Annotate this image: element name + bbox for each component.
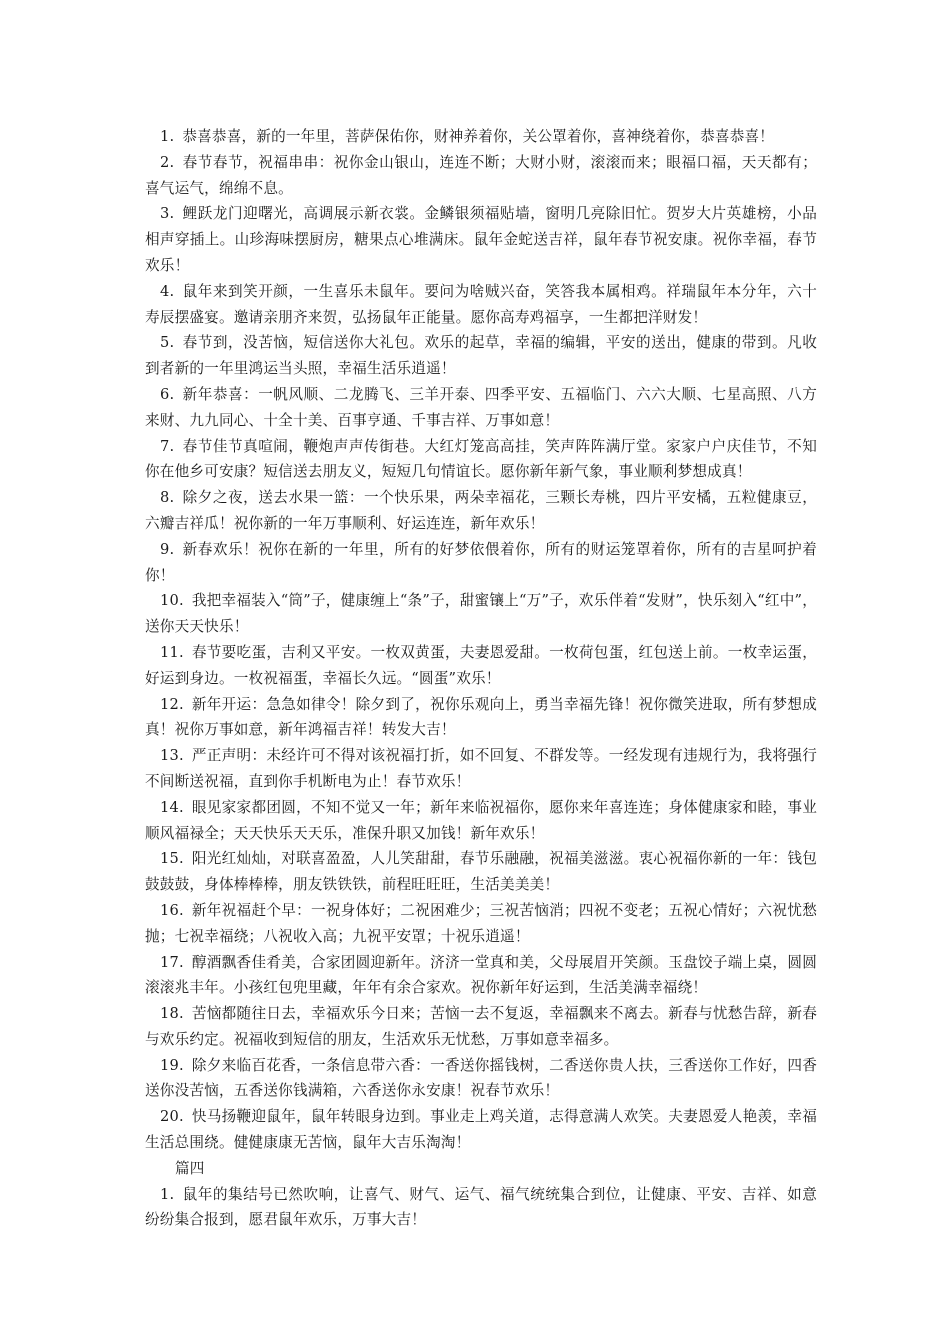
item-number: 16. [160,901,184,919]
item-number: 5. [160,334,175,352]
greeting-item [145,640,817,692]
item-text: 醇酒飘香佳肴美，合家团圆迎新年。济济一堂真和美，父母展眉开笑颜。玉盘饺子端上桌，圆圆滚滚兆丰年。小孩红包兜里藏，年年有余合家欢。祝你新年好运到，生活美满幸福绕！ [145,953,817,997]
greeting-item [145,330,817,382]
item-number: 19. [160,1056,184,1074]
item-number: 11. [160,643,184,661]
item-text: 新年祝福赶个早：一祝身体好；二祝困难少；三祝苦恼消；四祝不变老；五祝心情好；六祝忧愁抛；七祝幸福绕；八祝收入高；九祝平安罩；十祝乐逍遥！ [145,901,817,945]
item-number: 13. [160,747,184,765]
item-number: 6. [160,385,175,403]
greeting-item [145,537,817,589]
item-number: 12. [160,695,184,713]
item-text: 鼠年的集结号已然吹响，让喜气、财气、运气、福气统统集合到位，让健康、平安、吉祥、如意纷纷集合报到，愿君鼠年欢乐，万事大吉！ [145,1185,817,1229]
item-text: 阳光红灿灿，对联喜盈盈，人儿笑甜甜，春节乐融融，祝福美滋滋。衷心祝福你新的一年：钱包鼓鼓鼓，身体棒棒棒，朋友铁铁铁，前程旺旺旺，生活美美美！ [145,850,817,894]
greeting-item [145,1001,817,1053]
item-text: 新春欢乐！祝你在新的一年里，所有的好梦依偎着你，所有的财运笼罩着你，所有的吉星呵护着你！ [145,540,817,584]
item-number: 14. [160,798,184,816]
item-text: 鼠年来到笑开颜，一生喜乐未鼠年。要问为啥贼兴奋，笑答我本属相鸡。祥瑞鼠年本分年，六十寿辰摆盛宴。邀请亲朋齐来贺，弘扬鼠年正能量。愿你高寿鸡福享，一生都把洋财发！ [145,282,817,326]
greeting-item [145,588,817,640]
item-text: 新年恭喜：一帆风顺、二龙腾飞、三羊开泰、四季平安、五福临门、六六大顺、七星高照、八方来财、九九同心、十全十美、百事亨通、千事吉祥、万事如意！ [145,385,817,429]
greeting-item [145,150,817,202]
greeting-list [145,124,817,1156]
greeting-item [145,950,817,1002]
greeting-item [145,1053,817,1105]
item-number: 2. [160,153,175,171]
greeting-item [145,846,817,898]
greeting-item [145,1182,817,1234]
item-text: 除夕之夜，送去水果一篮：一个快乐果，两朵幸福花，三颗长寿桃，四片平安橘，五粒健康豆，六瓣吉祥瓜！祝你新的一年万事顺利、好运连连，新年欢乐！ [145,489,817,532]
item-text: 严正声明：未经许可不得对该祝福打折，如不回复、不群发等。一经发现有违规行为，我将强行不间断送祝福，直到你手机断电为止！春节欢乐！ [145,747,817,790]
item-text: 我把幸福装入“筒”子，健康缠上“条”子，甜蜜镶上“万”子，欢乐伴着“发财”，快乐刻入“红中”，送你天天快乐！ [145,592,817,636]
document-body [145,124,817,1233]
item-number: 17. [160,953,184,971]
greeting-item [145,692,817,744]
item-number: 1. [160,128,175,145]
item-text: 新年开运：急急如律令！除夕到了，祝你乐观向上，勇当幸福先锋！祝你微笑进取，所有梦想成真！祝你万事如意，新年鸿福吉祥！转发大吉！ [145,695,817,739]
item-text: 春节春节，祝福串串：祝你金山银山，连连不断；大财小财，滚滚而来；眼福口福，天天都有；喜气运气，绵绵不息。 [145,153,817,197]
item-number: 4. [160,282,175,300]
item-number: 1. [160,1185,175,1203]
item-text: 春节到，没苦恼，短信送你大礼包。欢乐的起草，幸福的编辑，平安的送出，健康的带到。凡收到者新的一年里鸿运当头照，幸福生活乐逍遥！ [145,334,817,378]
item-text: 眼见家家都团圆，不知不觉又一年；新年来临祝福你，愿你来年喜连连；身体健康家和睦，事业顺风福禄全；天天快乐天天乐，准保升职又加钱！新年欢乐！ [145,798,817,842]
greeting-item [145,434,817,486]
item-number: 8. [160,489,175,507]
greeting-item [145,201,817,278]
item-text: 除夕来临百花香，一条信息带六香：一香送你摇钱树，二香送你贵人扶，三香送你工作好，四香送你没苦恼，五香送你钱满箱，六香送你永安康！祝春节欢乐！ [145,1056,817,1100]
item-text: 鲤跃龙门迎曙光，高调展示新衣裳。金鳞银须福贴墙，窗明几亮除旧忙。贺岁大片英雄榜，小品相声穿插上。山珍海味摆厨房，糖果点心堆满床。鼠年金蛇送吉祥，鼠年春节祝安康。祝你幸福，春节欢乐！ [145,205,817,274]
greeting-item [145,124,817,150]
item-text: 春节要吃蛋，吉利又平安。一枚双黄蛋，夫妻恩爱甜。一枚荷包蛋，红包送上前。一枚幸运蛋，好运到身边。一枚祝福蛋，幸福长久远。“圆蛋”欢乐！ [145,643,817,687]
greeting-item [145,898,817,950]
greeting-item [145,485,817,537]
item-number: 18. [160,1005,184,1023]
item-text: 快马扬鞭迎鼠年，鼠年转眼身边到。事业走上鸡关道，志得意满人欢笑。夫妻恩爱人艳羡，幸福生活总围绕。健健康康无苦恼，鼠年大吉乐淘淘！ [145,1108,817,1152]
item-number: 10. [160,592,184,610]
section-greeting-list [145,1182,817,1234]
item-number: 9. [160,540,175,558]
greeting-item [145,743,817,795]
item-number: 20. [160,1108,184,1126]
greeting-item [145,279,817,331]
item-text: 春节佳节真喧闹，鞭炮声声传街巷。大红灯笼高高挂，笑声阵阵满厅堂。家家户户庆佳节，不知你在他乡可安康？短信送去朋友义，短短几句情谊长。愿你新年新气象，事业顺利梦想成真！ [145,437,817,481]
greeting-item [145,795,817,847]
item-number: 3. [160,205,175,223]
section-heading: 篇四 [175,1159,205,1177]
greeting-item [145,1104,817,1156]
item-number: 15. [160,850,184,868]
greeting-item [145,382,817,434]
item-text: 苦恼都随往日去，幸福欢乐今日来；苦恼一去不复返，幸福飘来不离去。新春与忧愁告辞，新春与欢乐约定。祝福收到短信的朋友，生活欢乐无忧愁，万事如意幸福多。 [145,1005,817,1048]
item-number: 7. [160,437,175,455]
item-text: 恭喜恭喜，新的一年里，菩萨保佑你，财神养着你，关公罩着你，喜神绕着你，恭喜恭喜！ [182,128,775,145]
